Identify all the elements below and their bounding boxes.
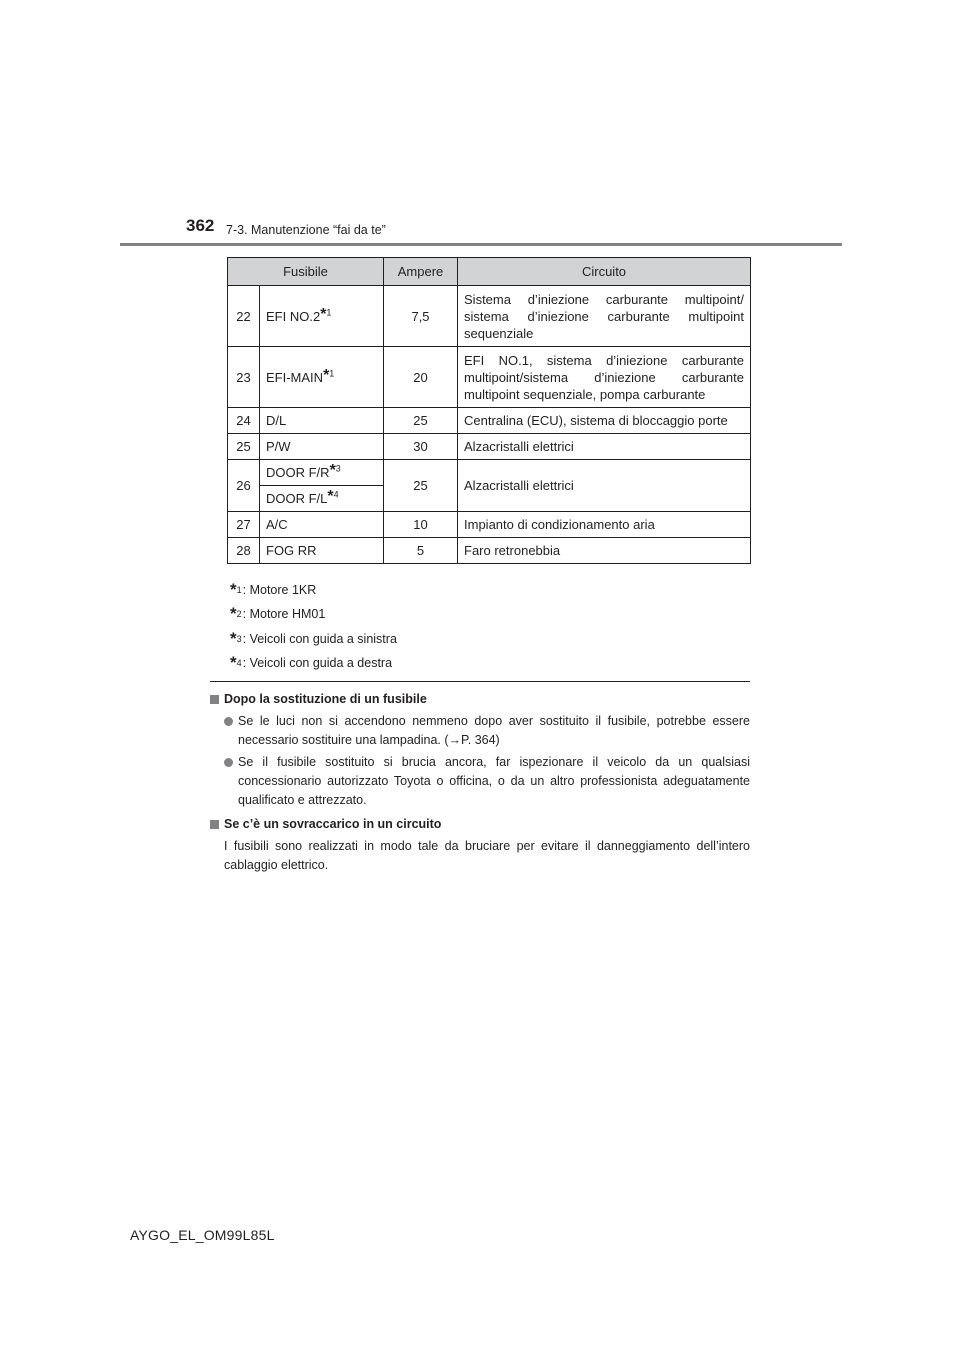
page-number: 362	[186, 216, 215, 235]
note-heading-text: Se c’è un sovraccarico in un circuito	[224, 817, 442, 831]
fuse-number: 28	[228, 538, 260, 564]
fuse-name: EFI-MAIN	[266, 369, 324, 385]
asterisk-icon: *	[230, 604, 237, 623]
fuse-name-cell	[260, 486, 384, 512]
fuse-number: 23	[228, 347, 260, 408]
square-bullet-icon	[210, 695, 219, 704]
footnote-ref: 3	[335, 463, 341, 474]
fuse-number: 27	[228, 512, 260, 538]
asterisk-icon: *	[329, 462, 336, 479]
fuse-circuit: EFI NO.1, sistema d’iniezione carburante multipoint/sistema d’iniezione carburante multipoint sequenziale, pompa carburante	[458, 347, 751, 408]
fuse-name: P/W	[260, 434, 384, 460]
fuse-ampere: 7,5	[384, 286, 458, 347]
footnote	[230, 573, 750, 598]
column-header-circuit: Circuito	[458, 258, 751, 286]
list-item-text: Se il fusibile sostituito si brucia ancora, far ispezionare il veicolo da un qualsiasi concessionario autorizzato Toyota o officina, o da un altro professionista adeguatamente qualificato e attrezzato.	[238, 755, 750, 807]
asterisk-icon: *	[320, 305, 327, 323]
table-row	[228, 347, 751, 408]
fuse-ampere: 25	[384, 460, 458, 512]
document-code: AYGO_EL_OM99L85L	[130, 1227, 275, 1243]
footnotes	[230, 573, 750, 671]
list-item-text: Se le luci non si accendono nemmeno dopo aver sostituito il fusibile, potrebbe essere necessario sostituire una lampadina. (→P. 364)	[238, 714, 750, 747]
table-row	[228, 434, 751, 460]
fuse-name-cell	[260, 460, 384, 486]
fuse-name: D/L	[260, 408, 384, 434]
fuse-circuit: Centralina (ECU), sistema di bloccaggio porte	[458, 408, 751, 434]
fuse-name: A/C	[260, 512, 384, 538]
footnote-ref: 1	[329, 368, 335, 379]
column-header-ampere: Ampere	[384, 258, 458, 286]
footnote	[230, 647, 750, 672]
footnote	[230, 622, 750, 647]
fuse-number: 25	[228, 434, 260, 460]
footnote-mark: 1	[236, 584, 242, 595]
table-row	[228, 460, 751, 486]
footnote-mark: 2	[236, 609, 242, 619]
note-heading-text: Dopo la sostituzione di un fusibile	[224, 692, 427, 706]
table-header-row	[228, 258, 751, 286]
table-row	[228, 286, 751, 347]
footnote-text: : Veicoli con guida a sinistra	[242, 631, 397, 646]
section-title: 7-3. Manutenzione “fai da te”	[226, 223, 386, 237]
footnote-ref: 1	[326, 307, 332, 318]
fuse-number: 22	[228, 286, 260, 347]
fuse-number: 26	[228, 460, 260, 512]
fuse-ampere: 30	[384, 434, 458, 460]
asterisk-icon: *	[327, 488, 334, 505]
fuse-circuit: Sistema d’iniezione carburante multipoint/ sistema d’iniezione carburante multipoint sequenziale	[458, 286, 751, 347]
fuse-ampere: 20	[384, 347, 458, 408]
table-row	[228, 512, 751, 538]
asterisk-icon: *	[323, 366, 330, 384]
circle-bullet-icon	[224, 758, 233, 767]
note-heading	[210, 815, 750, 834]
asterisk-icon: *	[230, 628, 237, 648]
fuse-name: DOOR F/R	[266, 465, 330, 480]
fuse-name: EFI NO.2	[266, 308, 321, 324]
fuse-circuit: Alzacristalli elettrici	[458, 460, 751, 512]
fuse-circuit: Impianto di condizionamento aria	[458, 512, 751, 538]
fuse-circuit: Faro retronebbia	[458, 538, 751, 564]
fuse-circuit: Alzacristalli elettrici	[458, 434, 751, 460]
footnote-text: : Veicoli con guida a destra	[242, 656, 393, 670]
footnote-ref: 4	[333, 489, 339, 500]
divider	[210, 681, 750, 682]
column-header-fuse: Fusibile	[228, 258, 384, 286]
note-heading	[210, 690, 750, 709]
table-row	[228, 408, 751, 434]
fuse-name: DOOR F/L	[266, 491, 328, 506]
header-rule	[120, 243, 842, 246]
notes-section	[210, 690, 750, 875]
footnote-mark: 4	[236, 658, 242, 668]
asterisk-icon: *	[230, 579, 237, 599]
fuse-name-cell	[260, 347, 384, 408]
fuse-ampere: 10	[384, 512, 458, 538]
footnote-text: : Motore 1KR	[242, 582, 317, 597]
note-paragraph: I fusibili sono realizzati in modo tale da bruciare per evitare il danneggiamento dell’intero cablaggio elettrico.	[224, 839, 750, 872]
table-row	[228, 538, 751, 564]
fuse-name: FOG RR	[260, 538, 384, 564]
fuse-ampere: 25	[384, 408, 458, 434]
list-item	[210, 712, 750, 750]
fuse-number: 24	[228, 408, 260, 434]
fuse-table	[227, 257, 751, 564]
fuse-name-cell	[260, 286, 384, 347]
circle-bullet-icon	[224, 717, 233, 726]
footnote-text: : Motore HM01	[242, 607, 326, 621]
footnote-mark: 3	[236, 633, 242, 644]
fuse-ampere: 5	[384, 538, 458, 564]
footnote	[230, 598, 750, 623]
asterisk-icon: *	[230, 653, 237, 672]
square-bullet-icon	[210, 820, 219, 829]
list-item	[210, 753, 750, 810]
